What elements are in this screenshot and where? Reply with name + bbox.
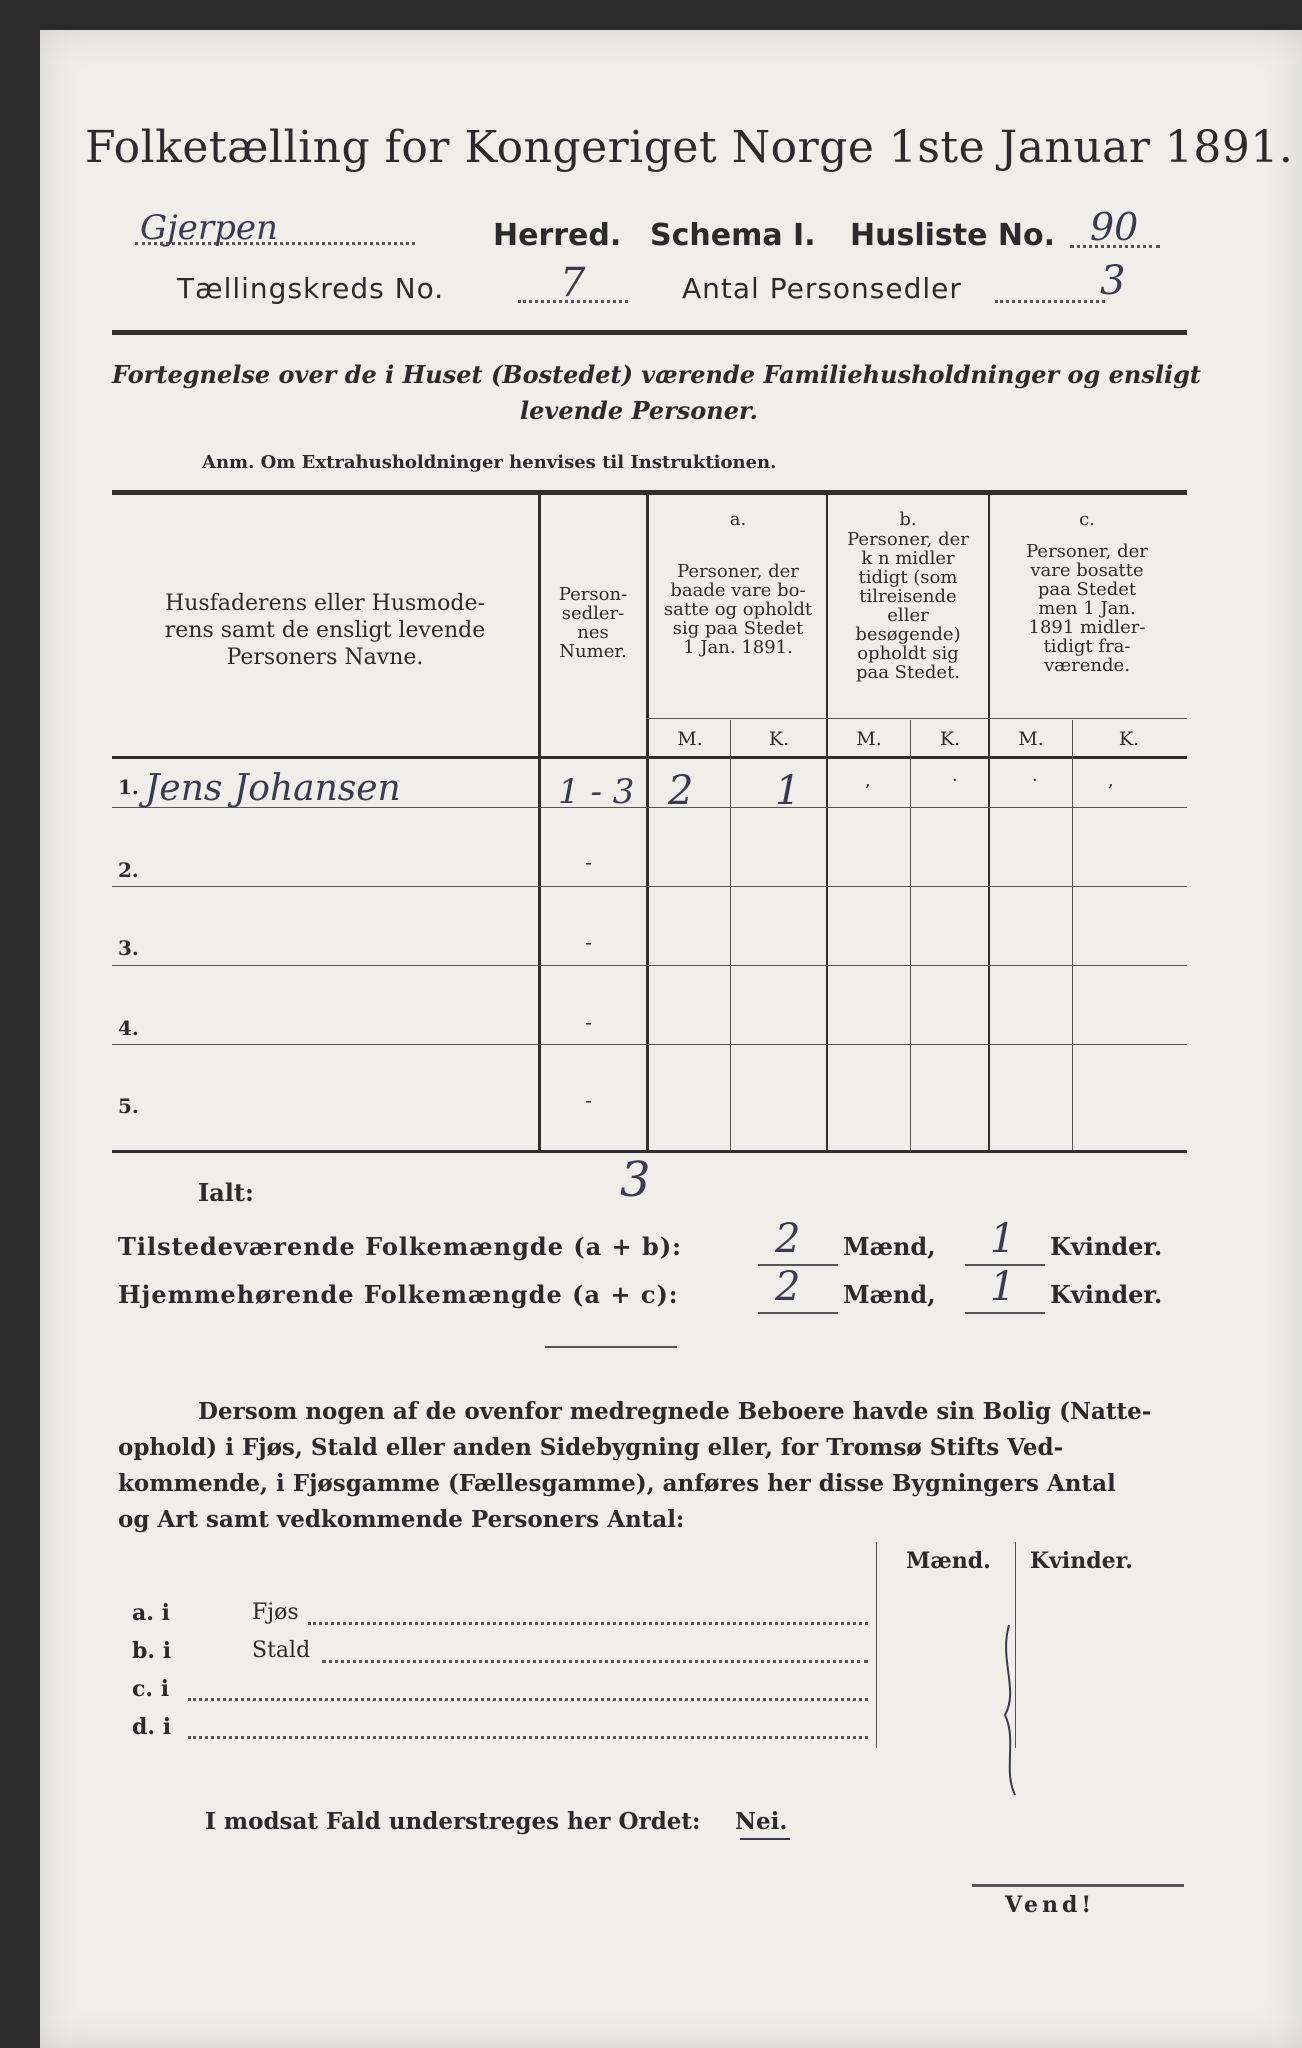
- hjemme-k-line: [965, 1312, 1045, 1314]
- num-header-line: Numer.: [559, 641, 627, 662]
- col-c-line: men 1 Jan.: [1038, 598, 1136, 619]
- ialt-label: Ialt:: [198, 1178, 254, 1207]
- row-2-num: -: [585, 850, 592, 874]
- item-letter: b.: [132, 1638, 156, 1664]
- col-b-letter: b.: [899, 509, 917, 530]
- vend-rule: [972, 1884, 1184, 1887]
- col-b-header: [830, 530, 986, 682]
- modsat-underline: [740, 1838, 790, 1840]
- section-divider: [545, 1346, 677, 1348]
- bolig-kvinder-header: Kvinder.: [1030, 1548, 1133, 1574]
- hjemme-maend: Mænd,: [843, 1280, 936, 1309]
- col-c-line: vare bosatte: [1030, 560, 1144, 581]
- item-letter: c.: [132, 1676, 154, 1702]
- c-mk-divider: [1072, 720, 1073, 1150]
- kreds-label: Tællingskreds No.: [177, 272, 445, 305]
- tilstede-m: 2: [775, 1216, 801, 1262]
- table-top-rule: [112, 490, 1187, 495]
- row-4-num: -: [585, 1010, 592, 1034]
- col-a-header: [652, 562, 824, 657]
- antal-dotted-line: [995, 300, 1105, 303]
- table-header-rule: [112, 756, 1187, 759]
- col-c-letter: c.: [1079, 509, 1095, 530]
- row-1-b-m-mark: ,: [865, 770, 871, 791]
- num-column-header: [543, 585, 643, 661]
- item-prep: i: [162, 1714, 172, 1740]
- kreds-value: 7: [560, 260, 586, 306]
- col-b-line: Personer, der: [847, 529, 969, 550]
- bolig-text-1: Dersom nogen af de ovenfor medregnede Beboere havde sin Bolig (Natte-: [198, 1398, 1152, 1425]
- num-header-line: sedler-: [561, 603, 625, 624]
- col-c-line: tidigt fra-: [1043, 636, 1131, 657]
- tilstede-label: Tilstedeværende Folkemængde (a + b):: [118, 1232, 683, 1261]
- hjemme-m-line: [758, 1312, 838, 1314]
- row-1-a-k: 1: [775, 768, 801, 814]
- bolig-item-d-dots: [188, 1736, 868, 1739]
- tilstede-kvinder: Kvinder.: [1050, 1232, 1163, 1261]
- census-form-page: [40, 30, 1302, 2048]
- name-header-line: Husfaderens eller Husmode-: [165, 591, 485, 616]
- intro-line-1: Fortegnelse over de i Huset (Bostedet) værende Familiehusholdninger og ensligt: [112, 360, 1201, 389]
- bolig-text-3: kommende, i Fjøsgamme (Fællesgamme), anføres her disse Bygningers Antal: [118, 1470, 1116, 1497]
- col-a-line: baade vare bo-: [670, 580, 806, 601]
- col-a-line: Personer, der: [677, 561, 799, 582]
- herred-value: Gjerpen: [140, 208, 278, 248]
- name-column-header: [120, 590, 530, 671]
- row-1-c-m-mark: ·: [1032, 770, 1038, 791]
- antal-value: 3: [1100, 258, 1126, 304]
- row-number: 1.: [118, 775, 139, 799]
- col-c-header: [992, 542, 1182, 675]
- bolig-left-divider: [876, 1542, 877, 1748]
- row-number: 5.: [118, 1094, 139, 1118]
- antal-label: Antal Personsedler: [682, 272, 962, 305]
- col-b-line: besøgende): [855, 624, 961, 645]
- item-prep: i: [161, 1600, 170, 1626]
- row-3-line: [112, 965, 1187, 966]
- b-col-divider: [988, 495, 990, 1150]
- bolig-item-b-dots: [322, 1660, 868, 1663]
- bolig-item-c-dots: [188, 1698, 868, 1701]
- herred-label: Herred.: [493, 218, 622, 253]
- intro-line-2: levende Personer.: [520, 396, 758, 425]
- row-1-name: Jens Johansen: [145, 768, 401, 809]
- row-number: 3.: [118, 936, 139, 960]
- name-header-line: Personers Navne.: [226, 645, 424, 670]
- modsat-word: Nei.: [735, 1808, 788, 1835]
- tilstede-k: 1: [990, 1216, 1016, 1262]
- col-c-line: paa Stedet: [1037, 579, 1137, 600]
- b-mk-divider: [910, 720, 911, 1150]
- col-c-line: 1891 midler-: [1028, 617, 1146, 638]
- b-m-label: M.: [856, 728, 882, 750]
- bolig-item-a: [132, 1600, 170, 1626]
- col-a-letter: a.: [729, 509, 747, 530]
- col-b-line: tidigt (som: [858, 567, 958, 588]
- c-k-label: K.: [1118, 728, 1140, 750]
- brace-mark: [995, 1620, 1025, 1800]
- col-b-line: tilreisende: [859, 586, 957, 607]
- bolig-text-2: ophold) i Fjøs, Stald eller anden Sidebygning eller, for Tromsø Stifts Ved-: [118, 1434, 1064, 1461]
- kreds-dotted-line: [518, 300, 628, 303]
- item-prep: i: [162, 1638, 172, 1664]
- a-m-label: M.: [677, 728, 703, 750]
- husliste-label: Husliste No.: [850, 218, 1055, 253]
- header-rule: [112, 330, 1187, 335]
- row-4-line: [112, 1044, 1187, 1045]
- tilstede-maend: Mænd,: [843, 1232, 936, 1261]
- row-number: 4.: [118, 1016, 139, 1040]
- anm-note: Anm. Om Extrahusholdninger henvises til Instruktionen.: [202, 452, 777, 473]
- col-b-line: paa Stedet.: [855, 662, 961, 683]
- husliste-dotted-line: [1070, 245, 1160, 248]
- hjemme-label: Hjemmehørende Folkemængde (a + c):: [118, 1280, 679, 1309]
- col-b-line: k n midler: [861, 548, 955, 569]
- bolig-item-c: [132, 1676, 169, 1702]
- husliste-value: 90: [1090, 205, 1139, 249]
- bolig-item-b-label: Stald: [252, 1638, 311, 1663]
- col-a-line: 1 Jan. 1891.: [683, 637, 793, 658]
- num-header-line: nes: [577, 622, 609, 643]
- bolig-maend-header: Mænd.: [906, 1548, 991, 1574]
- bolig-item-a-label: Fjøs: [252, 1600, 299, 1625]
- bolig-item-b: [132, 1638, 171, 1664]
- item-letter: a.: [132, 1600, 154, 1626]
- item-letter: d.: [132, 1714, 156, 1740]
- num-col-divider: [646, 495, 649, 1150]
- name-header-line: rens samt de ensligt levende: [164, 618, 486, 643]
- row-1-a-m: 2: [668, 768, 694, 814]
- row-1-c-k-mark: ,: [1108, 770, 1114, 791]
- num-header-line: Person-: [558, 584, 628, 605]
- row-3-num: -: [585, 930, 592, 954]
- bolig-item-d: [132, 1714, 171, 1740]
- schema-label: Schema I.: [650, 218, 816, 253]
- bolig-text-4: og Art samt vedkommende Personers Antal:: [118, 1506, 685, 1533]
- b-k-label: K.: [939, 728, 961, 750]
- name-col-divider: [538, 495, 541, 1150]
- hjemme-kvinder: Kvinder.: [1050, 1280, 1163, 1309]
- herred-dotted-line: [135, 242, 415, 245]
- col-a-line: sig paa Stedet: [672, 618, 804, 639]
- row-1-num: 1 - 3: [558, 772, 635, 812]
- row-5-num: -: [585, 1088, 592, 1112]
- vend-label: Vend!: [1005, 1892, 1096, 1918]
- mk-top-rule: [646, 718, 1187, 719]
- item-prep: i: [160, 1676, 170, 1702]
- row-number: 2.: [118, 858, 139, 882]
- hjemme-k: 1: [990, 1264, 1016, 1310]
- a-k-label: K.: [768, 728, 790, 750]
- col-c-line: Personer, der: [1026, 541, 1148, 562]
- col-c-line: værende.: [1044, 655, 1130, 676]
- ialt-value: 3: [620, 1152, 651, 1208]
- col-b-line: eller: [887, 605, 929, 626]
- col-b-line: opholdt sig: [857, 643, 959, 664]
- bolig-item-a-dots: [308, 1622, 868, 1625]
- hjemme-m: 2: [775, 1264, 801, 1310]
- c-m-label: M.: [1018, 728, 1044, 750]
- a-col-divider: [826, 495, 828, 1150]
- a-mk-divider: [730, 720, 731, 1150]
- col-a-line: satte og opholdt: [663, 599, 813, 620]
- row-2-line: [112, 886, 1187, 887]
- row-1-b-k-mark: ·: [952, 770, 958, 791]
- form-title: Folketælling for Kongeriget Norge 1ste Januar 1891.: [85, 122, 1294, 173]
- modsat-label: I modsat Fald understreges her Ordet:: [205, 1808, 701, 1835]
